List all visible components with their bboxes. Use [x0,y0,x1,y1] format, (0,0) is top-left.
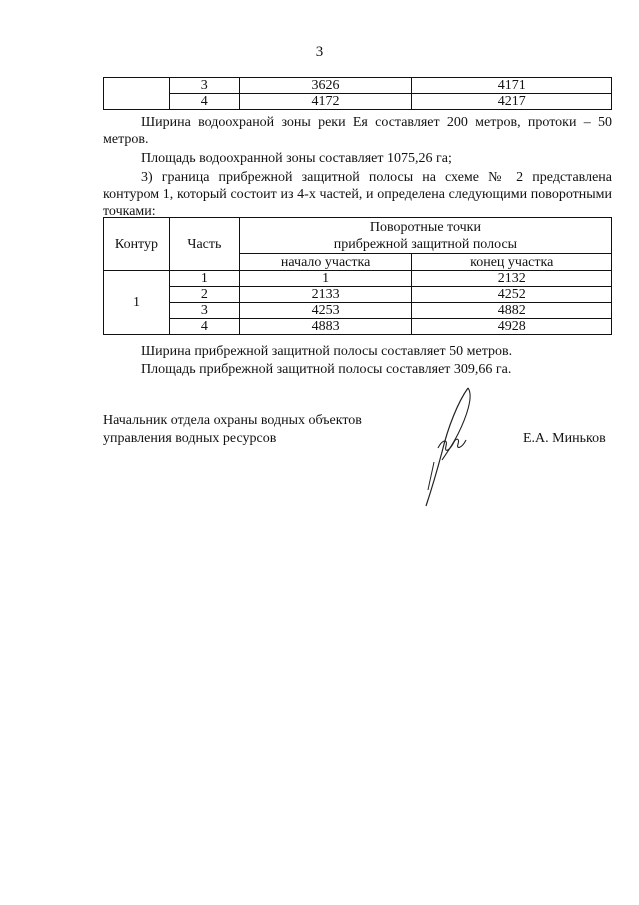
start-cell: 2133 [239,287,412,303]
signatory-position-line1: Начальник отдела охраны водных объектов [103,413,362,428]
handwritten-signature [412,382,482,512]
signatory-position [103,412,362,448]
end-cell: 4882 [412,303,612,319]
start-cell: 4253 [239,303,412,319]
table-row [104,319,612,335]
part-cell: 3 [169,78,239,94]
header-end: конец участка [412,254,612,271]
header-points [239,218,611,254]
start-cell: 4883 [239,319,412,335]
end-cell: 2132 [412,271,612,287]
water-zone-area-paragraph: Площадь водоохранной зоны составляет 1075,26 га; [141,151,452,166]
part-cell: 2 [169,287,239,303]
strip-area-paragraph: Площадь прибрежной защитной полосы составляет 309,66 га. [141,362,512,377]
end-cell: 4217 [412,94,612,110]
table-row [104,78,612,94]
contour-cell [104,78,170,110]
page-number: 3 [315,44,324,60]
end-cell: 4252 [412,287,612,303]
end-cell: 4928 [412,319,612,335]
part-cell: 4 [169,319,239,335]
contour-cell: 1 [104,271,170,335]
strip-width-paragraph: Ширина прибрежной защитной полосы составляет 50 метров. [141,344,513,359]
part-cell: 4 [169,94,239,110]
item-3-paragraph: 3) граница прибрежной защитной полосы на схеме № 2 представлена контуром 1, который состоит из 4-х частей, и определена следующими поворотными точками: [103,170,612,219]
header-start: начало участка [239,254,412,271]
table-row [104,271,612,287]
start-cell: 4172 [239,94,412,110]
start-cell: 1 [239,271,412,287]
start-cell: 3626 [239,78,412,94]
coastal-strip-table [103,217,612,335]
water-zone-width-paragraph: Ширина водоохраной зоны реки Ея составляет 200 метров, протоки – 50 метров. [103,115,612,147]
end-cell: 4171 [412,78,612,94]
header-points-line2: прибрежной защитной полосы [333,236,518,252]
signatory-name: Е.А. Миньков [523,431,606,446]
table-row [104,303,612,319]
header-part: Часть [169,218,239,271]
signatory-position-line2: управления водных ресурсов [103,431,277,446]
part-cell: 3 [169,303,239,319]
header-points-line1: Поворотные точки [369,219,481,235]
table-row [104,287,612,303]
table-row [104,94,612,110]
header-contour: Контур [104,218,170,271]
continued-table [103,77,612,110]
part-cell: 1 [169,271,239,287]
